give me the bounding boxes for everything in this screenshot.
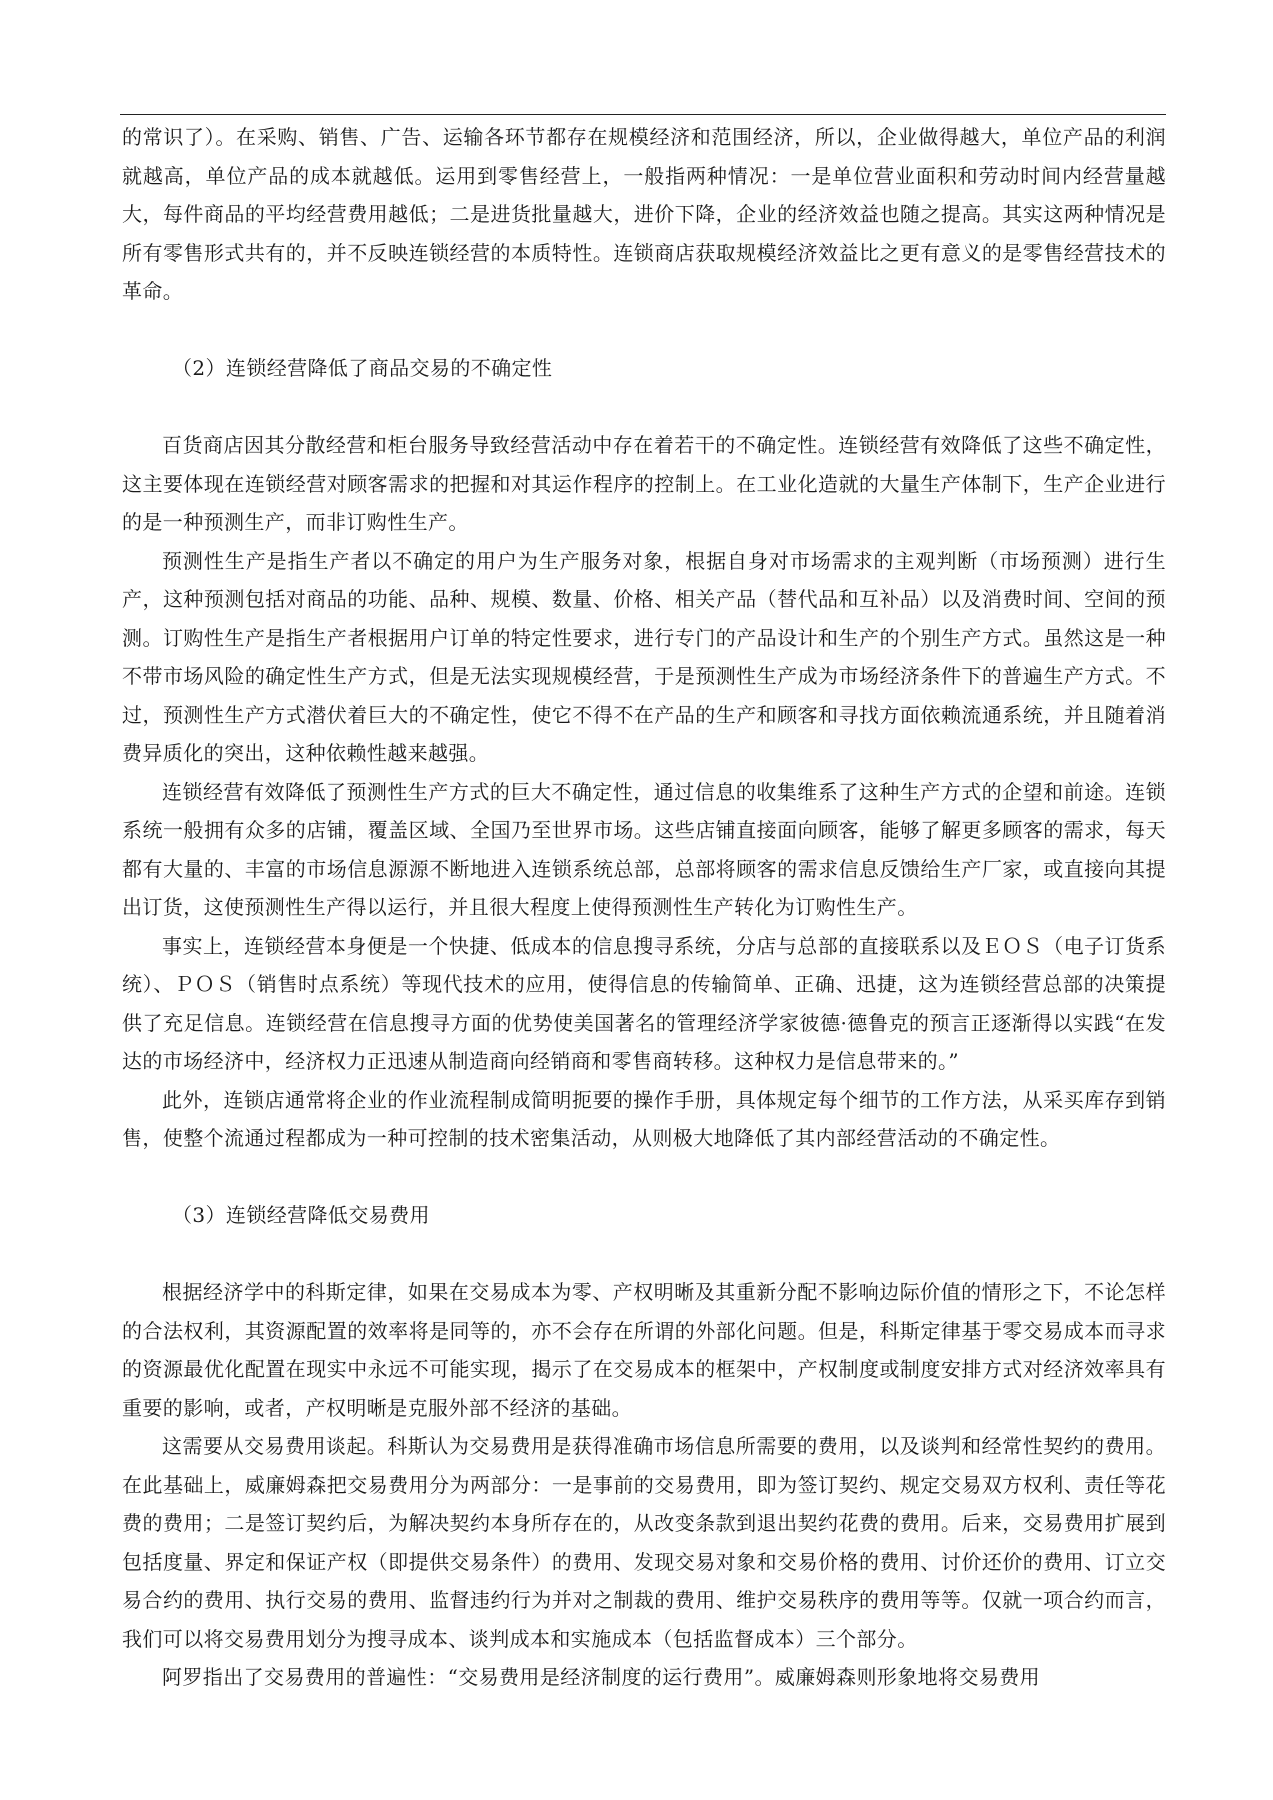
paragraph: 此外，连锁店通常将企业的作业流程制成简明扼要的操作手册，具体规定每个细节的工作方法，从采买库存到销售，使整个流通过程都成为一种可控制的技术密集活动，从则极大地降低了其内部经营活动的不确定性。 [122,1087,1166,1150]
spacer [122,311,1166,350]
paragraph: 预测性生产是指生产者以不确定的用户为生产服务对象，根据自身对市场需求的主观判断（市场预测）进行生产，这种预测包括对商品的功能、品种、规模、数量、价格、相关产品（替代品和互补品）以及消费时间、空间的预测。订购性生产是指生产者根据用户订单的特定性要求，进行专门的产品设计和生产的个别生产方式。虽然这是一种不带市场风险的确定性生产方式，但是无法实现规模经营，于是预测性生产成为市场经济条件下的普遍生产方式。不过，预测性生产方式潜伏着巨大的不确定性，使它不得不在产品的生产和顾客和寻找方面依赖流通系统，并且随着消费异质化的突出，这种依赖性越来越强。 [122,548,1166,765]
paragraph: 根据经济学中的科斯定律，如果在交易成本为零、产权明晰及其重新分配不影响边际价值的情形之下，不论怎样的合法权利，其资源配置的效率将是同等的，亦不会存在所谓的外部化问题。但是，科斯定律基于零交易成本而寻求的资源最优化配置在现实中永远不可能实现，揭示了在交易成本的框架中，产权制度或制度安排方式对经济效率具有重要的影响，或者，产权明晰是克服外部不经济的基础。 [122,1280,1166,1420]
paragraph-truncated: 阿罗指出了交易费用的普遍性：“交易费用是经济制度的运行费用”。威廉姆森则形象地将交易费用 [162,1665,1041,1689]
paragraph: 事实上，连锁经营本身便是一个快捷、低成本的信息搜寻系统，分店与总部的直接联系以及ＥＯＳ（电子订货系统）、ＰＯＳ（销售时点系统）等现代技术的应用，使得信息的传输简单、正确、迅捷，这为连锁经营总部的决策提供了充足信息。连锁经营在信息搜寻方面的优势使美国著名的管理经济学家彼德·德鲁克的预言正逐渐得以实践“在发达的市场经济中，经济权力正迅速从制造商向经销商和零售商转移。这种权力是信息带来的。” [122,933,1166,1073]
paragraph: 这需要从交易费用谈起。科斯认为交易费用是获得准确市场信息所需要的费用，以及谈判和经常性契约的费用。在此基础上，威廉姆森把交易费用分为两部分：一是事前的交易费用，即为签订契约、规定交易双方权利、责任等花费的费用；二是签订契约后，为解决契约本身所存在的，从改变条款到退出契约花费的费用。后来，交易费用扩展到包括度量、界定和保证产权（即提供交易条件）的费用、发现交易对象和交易价格的费用、讨价还价的费用、订立交易合约的费用、执行交易的费用、监督违约行为并对之制裁的费用、维护交易秩序的费用等等。仅就一项合约而言，我们可以将交易费用划分为搜寻成本、谈判成本和实施成本（包括监督成本）三个部分。 [122,1434,1166,1651]
spacer [122,1235,1166,1274]
paragraph: 百货商店因其分散经营和柜台服务导致经营活动中存在着若干的不确定性。连锁经营有效降低了这些不确定性，这主要体现在连锁经营对顾客需求的把握和对其运作程序的控制上。在工业化造就的大量生产体制下，生产企业进行的是一种预测生产，而非订购性生产。 [122,433,1166,534]
document-body [122,118,1166,1697]
section-heading-3: （3）连锁经营降低交易费用 [172,1203,430,1227]
header-rule [120,114,1166,115]
section-heading-2: （2）连锁经营降低了商品交易的不确定性 [172,356,553,380]
paragraph: 连锁经营有效降低了预测性生产方式的巨大不确定性，通过信息的收集维系了这种生产方式的企望和前途。连锁系统一般拥有众多的店铺，覆盖区域、全国乃至世界市场。这些店铺直接面向顾客，能够了解更多顾客的需求，每天都有大量的、丰富的市场信息源源不断地进入连锁系统总部，总部将顾客的需求信息反馈给生产厂家，或直接向其提出订货，这使预测性生产得以运行，并且很大程度上使得预测性生产转化为订购性生产。 [122,779,1166,919]
paragraph-continuation: 的常识了）。在采购、销售、广告、运输各环节都存在规模经济和范围经济，所以，企业做得越大，单位产品的利润就越高，单位产品的成本就越低。运用到零售经营上，一般指两种情况：一是单位营业面积和劳动时间内经营量越大，每件商品的平均经营费用越低；二是进货批量越大，进价下降，企业的经济效益也随之提高。其实这两种情况是所有零售形式共有的，并不反映连锁经营的本质特性。连锁商店获取规模经济效益比之更有意义的是零售经营技术的革命。 [122,125,1166,303]
spacer [122,1158,1166,1197]
spacer [122,388,1166,427]
